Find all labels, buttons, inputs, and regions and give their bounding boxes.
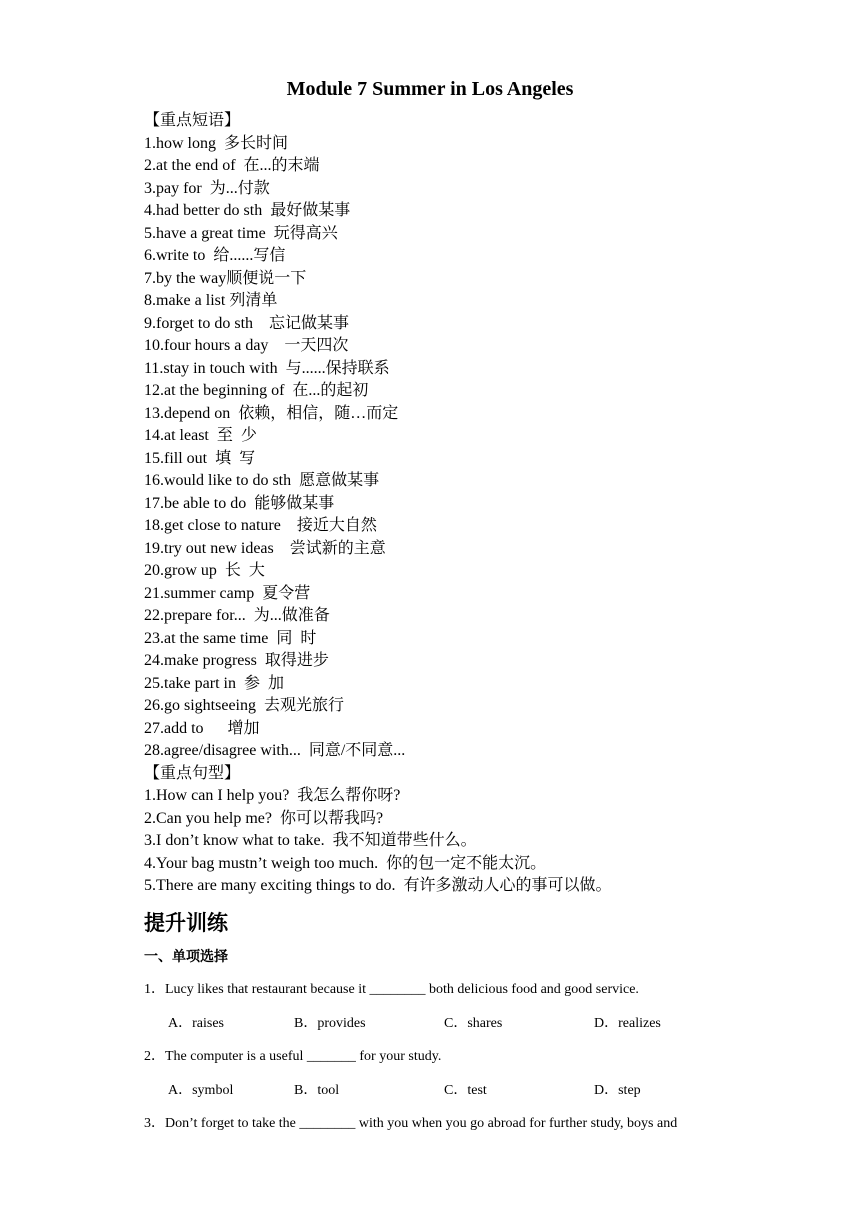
option-row: [144, 1013, 744, 1035]
page-title: Module 7 Summer in Los Angeles: [286, 78, 574, 100]
phrase-item: 14.at least 至 少: [144, 427, 257, 444]
phrase-item: 13.depend on 依赖，相信，随…而定: [144, 404, 399, 422]
phrases-heading: 【重点短语】: [144, 112, 241, 129]
option-choice: C．shares: [444, 1015, 503, 1031]
option-choice: A．symbol: [168, 1082, 234, 1098]
question-item: [144, 1046, 744, 1102]
phrase-item: 20.grow up 长 大: [144, 562, 265, 579]
phrase-item: 21.summer camp 夏令营: [144, 584, 311, 602]
option-choice: B．provides: [294, 1015, 366, 1031]
phrase-item: 7.by the way顺便说一下: [144, 269, 307, 287]
phrase-item: 26.go sightseeing 去观光旅行: [144, 697, 344, 714]
sentence-item: 2.Can you help me? 你可以帮我吗?: [144, 809, 384, 827]
question-item: [144, 979, 744, 1035]
phrase-item: 8.make a list 列清单: [144, 292, 278, 309]
phrase-item: 12.at the beginning of 在...的起初: [144, 382, 369, 399]
question-text: 3．Don’t forget to take the ________ with you when you go abroad for further study, boys and: [144, 1115, 678, 1131]
option-choice: D．step: [594, 1082, 641, 1098]
phrase-item: 22.prepare for... 为...做准备: [144, 607, 330, 624]
phrase-item: 17.be able to do 能够做某事: [144, 494, 335, 512]
phrase-item: 15.fill out 填 写: [144, 449, 256, 467]
sentences-heading: 【重点句型】: [144, 764, 241, 782]
phrase-item: 9.forget to do sth 忘记做某事: [144, 314, 350, 332]
sentence-item: 3.I don’t know what to take. 我不知道带些什么。: [144, 832, 477, 849]
option-choice: B．tool: [294, 1082, 340, 1098]
phrase-item: 11.stay in touch with 与......保持联系: [144, 359, 390, 377]
phrase-list: [144, 133, 744, 763]
phrase-item: 16.would like to do sth 愿意做某事: [144, 472, 380, 489]
option-choice: D．realizes: [594, 1015, 661, 1031]
subsection-title: 一、单项选择: [144, 948, 228, 965]
question-text: 1．Lucy likes that restaurant because it ________ both delicious food and good service.: [144, 981, 639, 997]
sentence-list: [144, 785, 744, 898]
option-choice: A．raises: [168, 1015, 224, 1031]
phrase-item: 24.make progress 取得进步: [144, 652, 329, 669]
option-choice: C．test: [444, 1082, 487, 1098]
phrase-item: 1.how long 多长时间: [144, 134, 289, 152]
phrase-item: 5.have a great time 玩得高兴: [144, 224, 338, 242]
phrase-item: 23.at the same time 同 时: [144, 629, 317, 647]
sentence-item: 5.There are many exciting things to do. 有许多激动人心的事可以做。: [144, 877, 612, 894]
phrase-item: 3.pay for 为...付款: [144, 179, 270, 197]
phrase-item: 10.four hours a day 一天四次: [144, 337, 349, 354]
phrase-item: 18.get close to nature 接近大自然: [144, 517, 377, 534]
phrase-item: 19.try out new ideas 尝试新的主意: [144, 539, 386, 557]
phrase-item: 28.agree/disagree with... 同意/不同意...: [144, 742, 406, 759]
sentence-item: 1.How can I help you? 我怎么帮你呀?: [144, 787, 401, 804]
question-list: [144, 979, 744, 1135]
section-title: 提升训练: [144, 910, 228, 935]
option-row: [144, 1080, 744, 1102]
phrase-item: 6.write to 给......写信: [144, 247, 286, 264]
phrase-item: 27.add to 增加: [144, 719, 260, 737]
phrase-item: 2.at the end of 在...的末端: [144, 157, 320, 174]
sentence-item: 4.Your bag mustn’t weigh too much. 你的包一定不能太沉。: [144, 854, 547, 872]
question-text: 2．The computer is a useful _______ for your study.: [144, 1048, 442, 1064]
phrase-item: 25.take part in 参 加: [144, 674, 284, 692]
phrase-item: 4.had better do sth 最好做某事: [144, 202, 351, 219]
document-body: [144, 110, 744, 1135]
question-item: [144, 1113, 744, 1135]
